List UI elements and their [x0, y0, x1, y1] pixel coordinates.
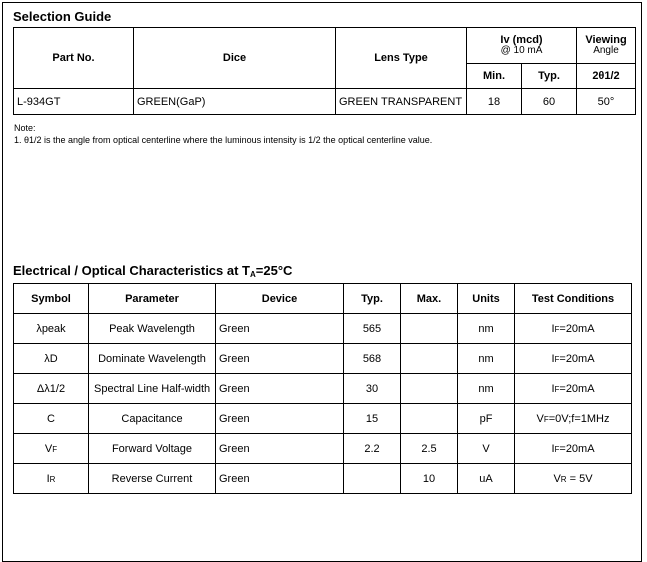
header-part-no: Part No.	[14, 28, 134, 89]
cell-device: Green	[216, 374, 344, 404]
table-row	[14, 434, 632, 464]
cell-units: V	[458, 434, 515, 464]
header-iv-line2: @ 10 mA	[500, 45, 543, 56]
cell-cond: VF=0V;f=1MHz	[515, 404, 632, 434]
header-symbol: Symbol	[14, 284, 89, 314]
header-viewing-line1: Viewing	[585, 34, 627, 46]
cell-min: 18	[467, 89, 522, 115]
electrical-table	[13, 283, 632, 494]
table-row	[14, 344, 632, 374]
note-text: 1. θ1/2 is the angle from optical centerline where the luminous intensity is 1/2 the optical centerline value.	[14, 135, 433, 145]
cell-units: nm	[458, 314, 515, 344]
cell-max	[401, 374, 458, 404]
cell-angle: 50°	[577, 89, 636, 115]
cell-cond: IF=20mA	[515, 374, 632, 404]
header-dice: Dice	[134, 28, 336, 89]
table-row	[14, 314, 632, 344]
cell-units: pF	[458, 404, 515, 434]
cell-cond: IF=20mA	[515, 434, 632, 464]
header-typ: Typ.	[522, 64, 577, 89]
table-row	[14, 374, 632, 404]
table-row	[14, 464, 632, 494]
cell-max	[401, 344, 458, 374]
cell-symbol: λD	[14, 344, 89, 374]
cell-units: nm	[458, 374, 515, 404]
cell-symbol: C	[14, 404, 89, 434]
cell-part-no: L-934GT	[14, 89, 134, 115]
cell-parameter: Reverse Current	[89, 464, 216, 494]
header-viewing	[577, 28, 636, 64]
cell-parameter: Peak Wavelength	[89, 314, 216, 344]
note-label: Note:	[14, 123, 36, 133]
cell-cond: IF=20mA	[515, 344, 632, 374]
selection-guide-title: Selection Guide	[13, 9, 112, 24]
cell-device: Green	[216, 464, 344, 494]
header-test-conditions: Test Conditions	[515, 284, 632, 314]
cell-max: 10	[401, 464, 458, 494]
cell-max: 2.5	[401, 434, 458, 464]
header-typ: Typ.	[344, 284, 401, 314]
selection-guide-table	[13, 27, 636, 115]
cell-typ: 15	[344, 404, 401, 434]
cell-typ	[344, 464, 401, 494]
header-theta: 2θ1/2	[577, 64, 636, 89]
cell-parameter: Spectral Line Half-width	[89, 374, 216, 404]
cell-parameter: Forward Voltage	[89, 434, 216, 464]
cell-cond: IF=20mA	[515, 314, 632, 344]
cell-parameter: Capacitance	[89, 404, 216, 434]
header-viewing-line2: Angle	[593, 45, 619, 56]
cell-typ: 568	[344, 344, 401, 374]
header-iv	[467, 28, 577, 64]
header-iv-line1: Iv (mcd)	[500, 34, 543, 46]
header-units: Units	[458, 284, 515, 314]
cell-typ: 30	[344, 374, 401, 404]
cell-units: uA	[458, 464, 515, 494]
cell-device: Green	[216, 314, 344, 344]
cell-units: nm	[458, 344, 515, 374]
cell-symbol: Δλ1/2	[14, 374, 89, 404]
cell-typ: 2.2	[344, 434, 401, 464]
table-row	[14, 404, 632, 434]
cell-typ: 60	[522, 89, 577, 115]
cell-symbol: λpeak	[14, 314, 89, 344]
cell-device: Green	[216, 404, 344, 434]
cell-cond: VR = 5V	[515, 464, 632, 494]
header-min: Min.	[467, 64, 522, 89]
cell-lens-type: GREEN TRANSPARENT	[336, 89, 467, 115]
cell-parameter: Dominate Wavelength	[89, 344, 216, 374]
header-device: Device	[216, 284, 344, 314]
electrical-title: Electrical / Optical Characteristics at $T_A=25^\circ C$	[13, 263, 293, 279]
cell-dice: GREEN(GaP)	[134, 89, 336, 115]
header-max: Max.	[401, 284, 458, 314]
header-parameter: Parameter	[89, 284, 216, 314]
cell-device: Green	[216, 434, 344, 464]
table-row	[14, 89, 636, 115]
cell-symbol: VF	[14, 434, 89, 464]
cell-typ: 565	[344, 314, 401, 344]
cell-symbol: IR	[14, 464, 89, 494]
header-lens-type: Lens Type	[336, 28, 467, 89]
cell-max	[401, 404, 458, 434]
cell-max	[401, 314, 458, 344]
cell-device: Green	[216, 344, 344, 374]
